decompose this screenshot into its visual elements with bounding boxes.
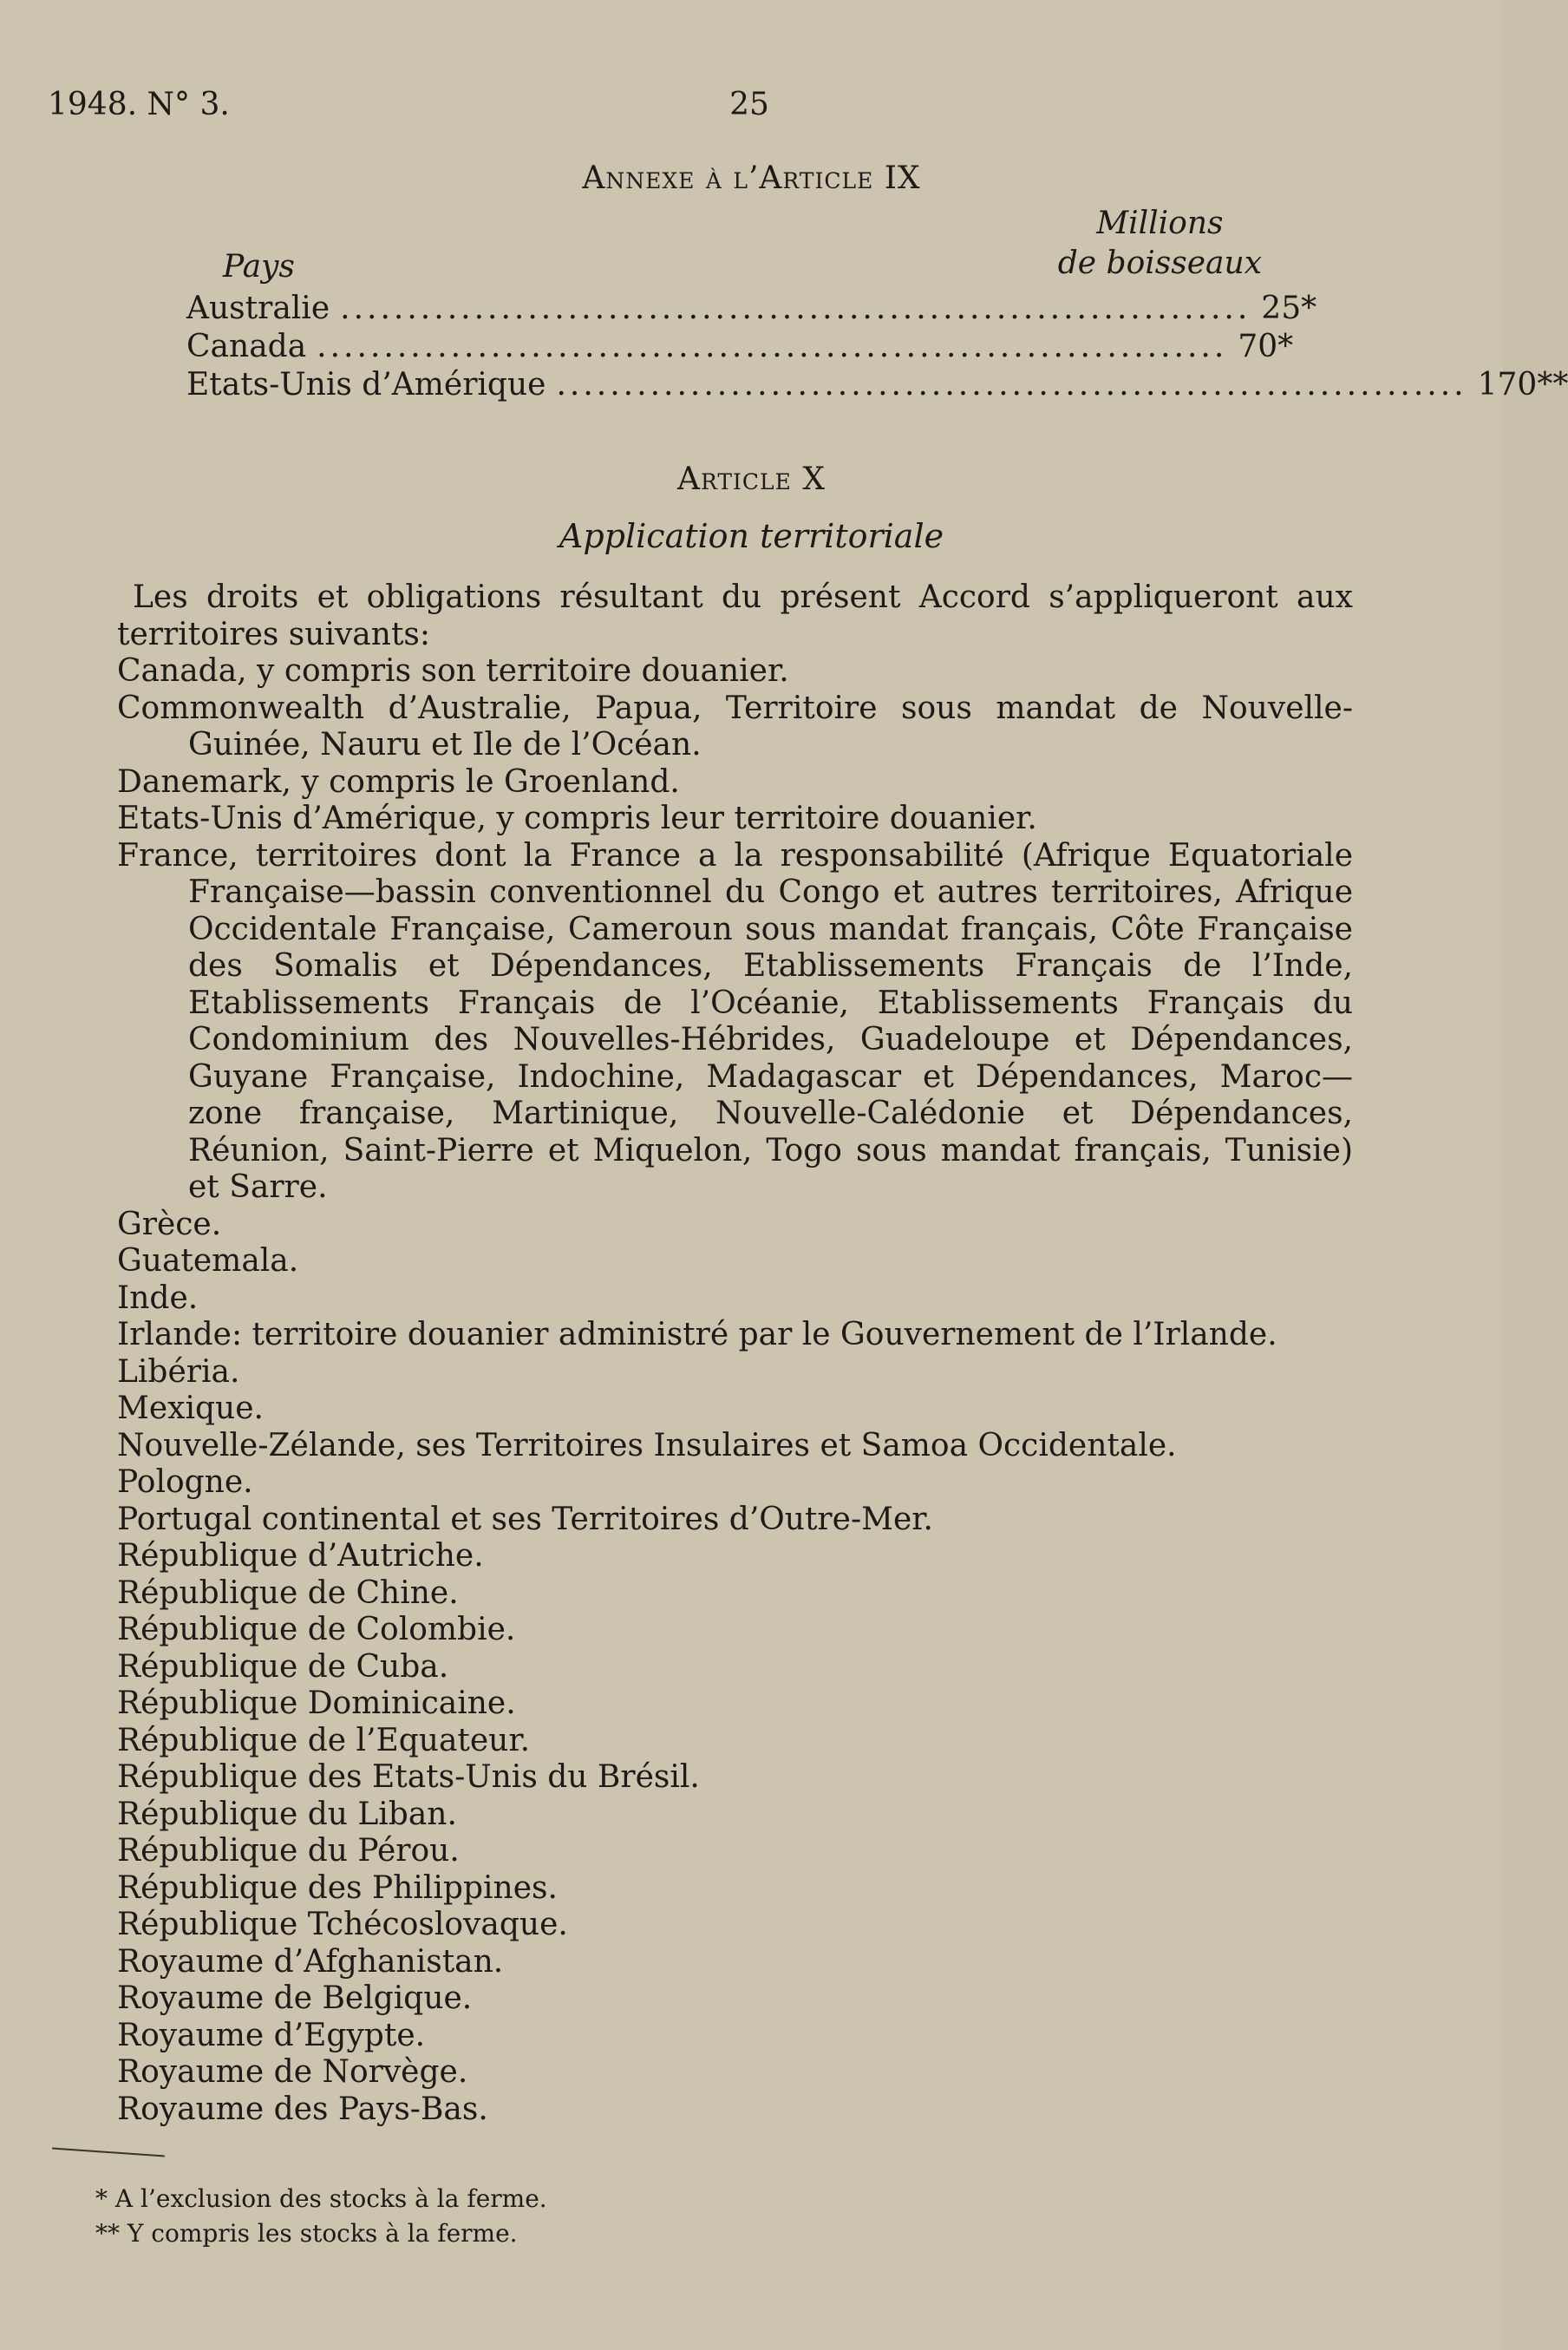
leader-dots: .................................................................... (340, 291, 1251, 326)
territory-item: Mexique. (117, 1391, 264, 1426)
quota-value: 25* (1261, 291, 1317, 326)
footnote: * A l’exclusion des stocks à la ferme. (95, 2184, 547, 2213)
territory-item: Irlande: territoire douanier administré par le Gouvernement de l’Irlande. (117, 1317, 1277, 1352)
unit-line-1: Millions (1096, 206, 1224, 241)
footnotes (95, 2182, 547, 2251)
territory-item: République Tchécoslovaque. (117, 1907, 568, 1942)
country-name: Canada (186, 329, 307, 364)
quota-value: 70* (1238, 329, 1294, 364)
footnote: ** Y compris les stocks à la ferme. (95, 2219, 518, 2248)
territory-item: Nouvelle-Zélande, ses Territoires Insulaires et Samoa Occidentale. (117, 1427, 1177, 1463)
territory-item: République Dominicaine. (117, 1686, 516, 1721)
territory-item: République de Cuba. (117, 1648, 449, 1685)
quota-value: 170** (1477, 367, 1568, 403)
table-row (186, 367, 1568, 405)
leader-dots: .................................................................... (556, 367, 1467, 403)
footnote-rule (52, 2147, 165, 2157)
country-name: Australie (186, 291, 330, 326)
leader-dots: .................................................................... (317, 329, 1228, 364)
territory-item: Royaume d’Afghanistan. (117, 1943, 504, 1980)
country-name: Etats-Unis d’Amérique (186, 367, 546, 403)
annex-title: Annexe à l’Article IX (582, 160, 921, 196)
intro-paragraph: Les droits et obligations résultant du présent Accord s’appliqueront aux territoires suivants: (117, 579, 1353, 652)
territory-item: Guatemala. (117, 1243, 299, 1279)
column-header-unit (1058, 204, 1262, 284)
territory-item: Danemark, y compris le Groenland. (117, 763, 680, 800)
territory-item: République des Etats-Unis du Brésil. (117, 1759, 700, 1795)
territory-item: Royaume de Belgique. (117, 1980, 473, 2016)
territory-item: Libéria. (117, 1353, 240, 1390)
territory-item: République des Philippines. (117, 1869, 558, 1906)
territory-item: Royaume de Norvège. (117, 2054, 468, 2090)
running-head (48, 87, 1451, 130)
page-number: 25 (729, 87, 769, 122)
territory-item: Commonwealth d’Australie, Papua, Territoire sous mandat de Nouvelle-Guinée, Nauru et Ile de l’Océan. (117, 690, 1353, 763)
territory-list (117, 653, 1353, 2128)
territory-item: République du Liban. (117, 1796, 457, 1832)
territory-item: Grèce. (117, 1206, 222, 1242)
territory-item: Royaume des Pays-Bas. (117, 2091, 488, 2127)
territory-item: Etats-Unis d’Amérique, y compris leur territoire douanier. (117, 801, 1037, 836)
territory-item: République de l’Equateur. (117, 1722, 531, 1758)
territory-item: République de Chine. (117, 1574, 459, 1611)
column-header-country: Pays (223, 249, 295, 285)
territory-item: Royaume d’Egypte. (117, 2017, 426, 2053)
year-issue-number: 1948. N° 3. (48, 87, 230, 122)
unit-line-2: de boisseaux (1057, 245, 1262, 281)
article-body (117, 579, 1353, 2128)
territory-item: République du Pérou. (117, 1833, 460, 1869)
article-subtitle: Application territoriale (559, 517, 944, 555)
territory-item: Pologne. (117, 1464, 253, 1500)
territory-item: France, territoires dont la France a la responsabilité (Afrique Equatoriale Française—bassin conventionnel du Congo et autres territoires, Afrique Occidentale Française, Cameroun sous mandat français, Côte Française des Somalis et Dépendances, Etablissements Français de l’Inde, Etablissements Français de l’Océanie, Etablissements Français du Condominium des Nouvelles-Hébrides, Guadeloupe et Dépendances, Guyane Française, Indochine, Madagascar et Dépendances, Maroc—zone française, Martinique, Nouvelle-Calédonie et Dépendances, Réunion, Saint-Pierre et Miquelon, Togo sous mandat français, Tunisie) et Sarre. (117, 837, 1353, 1205)
annex-table-header (186, 204, 1271, 291)
annex-table (186, 204, 1568, 405)
territory-item: République de Colombie. (117, 1612, 516, 1647)
territory-item: Inde. (117, 1280, 199, 1316)
article-title: Article X (677, 461, 826, 497)
territory-item: République d’Autriche. (117, 1538, 484, 1574)
territory-item: Canada, y compris son territoire douanier. (117, 653, 789, 689)
table-row (186, 291, 1317, 329)
table-row (186, 329, 1294, 367)
territory-item: Portugal continental et ses Territoires d’Outre-Mer. (117, 1501, 933, 1537)
